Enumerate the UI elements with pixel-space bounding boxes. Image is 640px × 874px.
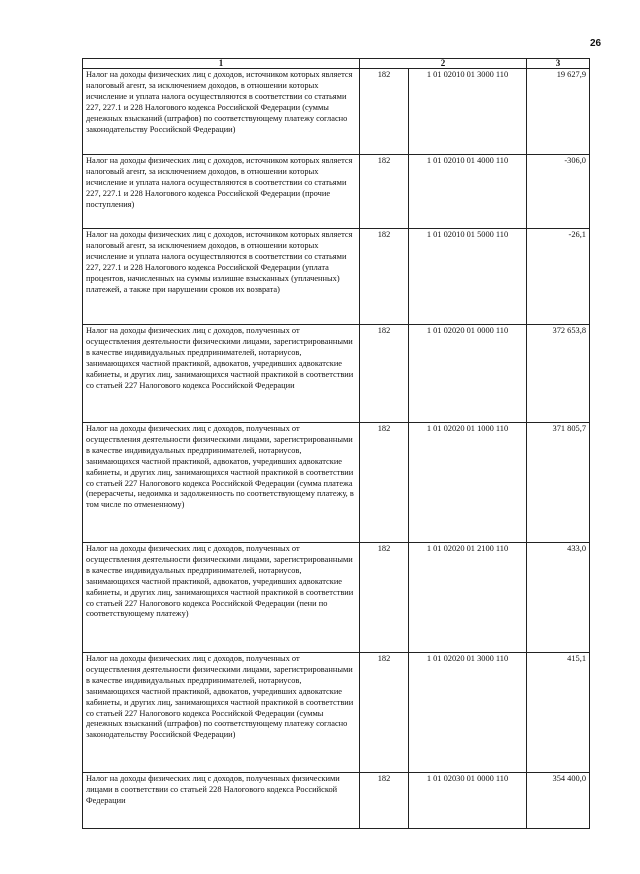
kbk-code-cell: 1 01 02010 01 5000 110 <box>409 229 527 325</box>
header-col-2: 2 <box>360 59 527 69</box>
table-row <box>83 543 590 653</box>
header-col-1: 1 <box>83 59 360 69</box>
amount-cell: -26,1 <box>527 229 590 325</box>
amount-cell: 19 627,9 <box>527 69 590 155</box>
amount-cell: 433,0 <box>527 543 590 653</box>
header-col-3: 3 <box>527 59 590 69</box>
admin-code-cell: 182 <box>360 653 409 773</box>
table-row <box>83 773 590 829</box>
amount-cell: 371 805,7 <box>527 423 590 543</box>
revenue-name-cell: Налог на доходы физических лиц с доходов, источником которых является налоговый агент, за исключением доходов, в отношении которых исчисление и уплата налога осуществляются в соответствии со статьями 227, 227.1 и 228 Налогового кодекса Российской Федерации (суммы денежных взысканий (штрафов) по соответствующему платежу согласно законодательству Российской Федерации) <box>83 69 360 155</box>
table-row <box>83 423 590 543</box>
revenue-name-cell: Налог на доходы физических лиц с доходов, источником которых является налоговый агент, за исключением доходов, в отношении которых исчисление и уплата налога осуществляются в соответствии со статьями 227, 227.1 и 228 Налогового кодекса Российской Федерации (прочие поступления) <box>83 155 360 229</box>
revenue-name-cell: Налог на доходы физических лиц с доходов, полученных физическими лицами в соответствии со статьей 228 Налогового кодекса Российской Федерации <box>83 773 360 829</box>
amount-cell: 372 653,8 <box>527 325 590 423</box>
revenue-name-cell: Налог на доходы физических лиц с доходов, полученных от осуществления деятельности физическими лицами, зарегистрированными в качестве индивидуальных предпринимателей, нотариусов, занимающихся частной практикой, адвокатов, учредивших адвокатские кабинеты, и других лиц, занимающихся частной практикой в соответствии со статьей 227 Налогового кодекса Российской Федерации (суммы денежных взысканий (штрафов) по соответствующему платежу согласно законодательству Российской Федерации) <box>83 653 360 773</box>
admin-code-cell: 182 <box>360 325 409 423</box>
kbk-code-cell: 1 01 02030 01 0000 110 <box>409 773 527 829</box>
revenue-table <box>82 58 590 829</box>
revenue-name-cell: Налог на доходы физических лиц с доходов, источником которых является налоговый агент, за исключением доходов, в отношении которых исчисление и уплата налога осуществляются в соответствии со статьями 227, 227.1 и 228 Налогового кодекса Российской Федерации (уплата процентов, начисленных на суммы излишне взысканных (уплаченных) платежей, а также при нарушении сроков их возврата) <box>83 229 360 325</box>
table-row <box>83 653 590 773</box>
admin-code-cell: 182 <box>360 543 409 653</box>
kbk-code-cell: 1 01 02010 01 4000 110 <box>409 155 527 229</box>
table-row <box>83 229 590 325</box>
page-number: 26 <box>590 38 602 49</box>
revenue-name-cell: Налог на доходы физических лиц с доходов, полученных от осуществления деятельности физическими лицами, зарегистрированными в качестве индивидуальных предпринимателей, нотариусов, занимающихся частной практикой, адвокатов, учредивших адвокатские кабинеты, и других лиц, занимающихся частной практикой в соответствии со статьей 227 Налогового кодекса Российской Федерации (пени по соответствующему платежу) <box>83 543 360 653</box>
kbk-code-cell: 1 01 02020 01 0000 110 <box>409 325 527 423</box>
amount-cell: 415,1 <box>527 653 590 773</box>
kbk-code-cell: 1 01 02010 01 3000 110 <box>409 69 527 155</box>
table-header-row <box>83 59 590 69</box>
table-row <box>83 325 590 423</box>
revenue-name-cell: Налог на доходы физических лиц с доходов, полученных от осуществления деятельности физическими лицами, зарегистрированными в качестве индивидуальных предпринимателей, нотариусов, занимающихся частной практикой, адвокатов, учредивших адвокатские кабинеты, и других лиц, занимающихся частной практикой в соответствии со статьей 227 Налогового кодекса Российской Федерации (сумма платежа (перерасчеты, недоимка и задолженность по соответствующему платежу, в том числе по отмененному) <box>83 423 360 543</box>
admin-code-cell: 182 <box>360 773 409 829</box>
admin-code-cell: 182 <box>360 423 409 543</box>
table-row <box>83 69 590 155</box>
table-row <box>83 155 590 229</box>
admin-code-cell: 182 <box>360 69 409 155</box>
amount-cell: 354 400,0 <box>527 773 590 829</box>
admin-code-cell: 182 <box>360 155 409 229</box>
revenue-name-cell: Налог на доходы физических лиц с доходов, полученных от осуществления деятельности физическими лицами, зарегистрированными в качестве индивидуальных предпринимателей, нотариусов, занимающихся частной практикой, адвокатов, учредивших адвокатские кабинеты, и других лиц, занимающихся частной практикой в соответствии со статьей 227 Налогового кодекса Российской Федерации <box>83 325 360 423</box>
amount-cell: -306,0 <box>527 155 590 229</box>
kbk-code-cell: 1 01 02020 01 2100 110 <box>409 543 527 653</box>
kbk-code-cell: 1 01 02020 01 1000 110 <box>409 423 527 543</box>
kbk-code-cell: 1 01 02020 01 3000 110 <box>409 653 527 773</box>
admin-code-cell: 182 <box>360 229 409 325</box>
